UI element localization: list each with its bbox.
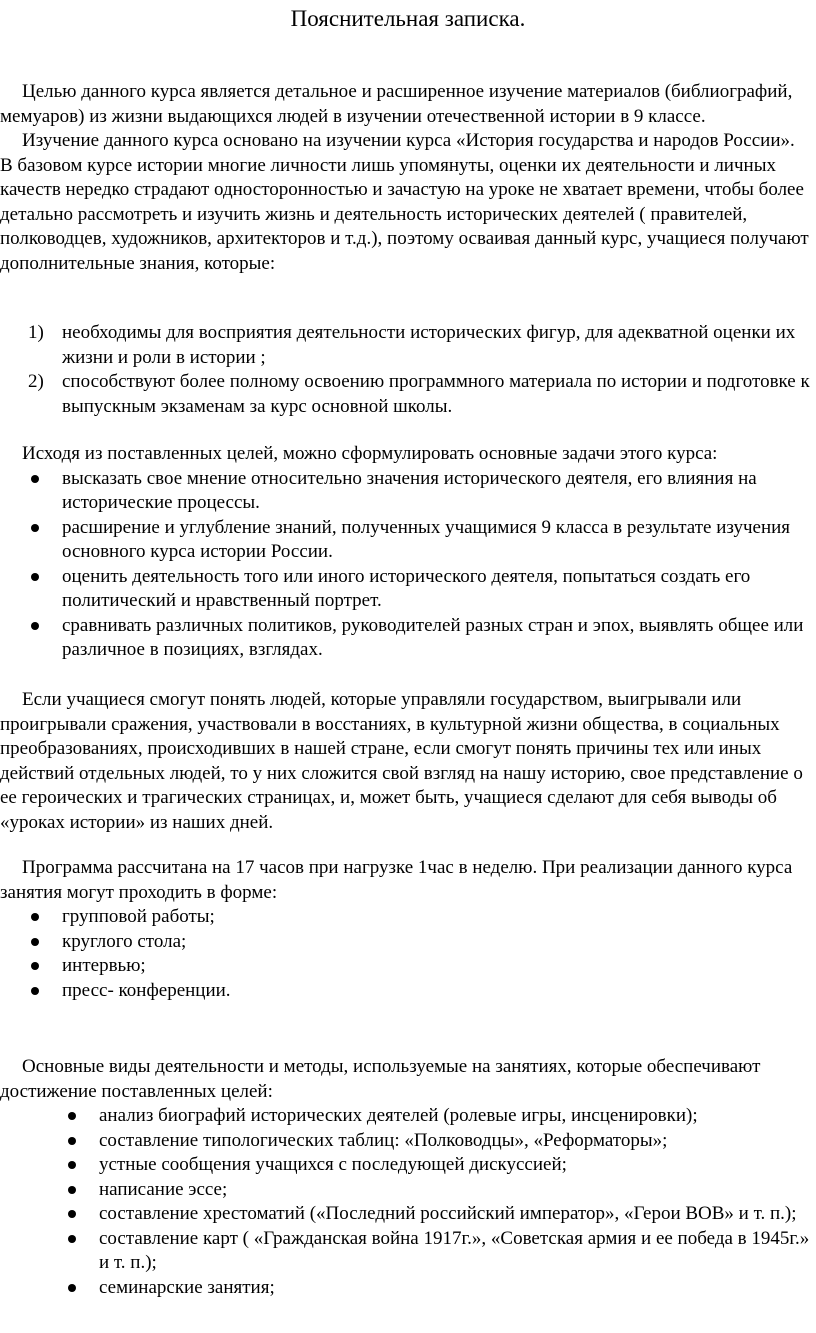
list-item: [0, 1227, 812, 1276]
list-item: [0, 614, 812, 663]
bullet-icon: [68, 1284, 76, 1292]
list-item: [0, 1202, 812, 1227]
paragraph-goal: Целью данного курса является детальное и расширенное изучение материалов (библиографий, мемуаров) из жизни выдающихся людей в изучении отечественной истории в 9 классе.: [0, 81, 793, 127]
paragraph-methods-intro: Основные виды деятельности и методы, используемые на занятиях, которые обеспечивают достижение поставленных целей:: [0, 1056, 761, 1102]
list-item: [0, 1104, 812, 1129]
list-item: [0, 905, 812, 930]
forms-list: [0, 905, 812, 1003]
list-item-text: составление типологических таблиц: «Полководцы», «Реформаторы»;: [99, 1129, 668, 1151]
list-item-text: высказать свое мнение относительно значения исторического деятеля, его влияния на исторические процессы.: [62, 467, 757, 513]
list-item: [0, 1129, 812, 1154]
list-item: [0, 467, 812, 516]
list-item-text: пресс- конференции.: [62, 979, 231, 1001]
list-item-text: составление хрестоматий («Последний российский император», «Герои ВОВ» и т. п.);: [99, 1203, 797, 1224]
list-item: [0, 954, 812, 979]
bullet-icon: [31, 938, 39, 946]
list-item: [0, 565, 812, 614]
intro-section: [0, 80, 812, 276]
bullet-icon: [31, 987, 39, 995]
list-number: 1): [28, 322, 44, 343]
understanding-section: [0, 688, 812, 835]
bullet-icon: [68, 1186, 76, 1194]
bullet-icon: [68, 1161, 76, 1169]
list-item-text: составление карт ( «Гражданская война 1917г.», «Советская армия и ее победа в 1945г.» и т. п.);: [99, 1227, 810, 1273]
methods-section: [0, 1055, 812, 1300]
bullet-icon: [31, 573, 39, 581]
list-item: [0, 930, 812, 955]
list-item-text: оценить деятельность того или иного исторического деятеля, попытаться создать его политический и нравственный портрет.: [62, 565, 751, 611]
bullet-icon: [31, 962, 39, 970]
list-item-text: анализ биографий исторических деятелей (ролевые игры, инсценировки);: [99, 1105, 698, 1126]
bullet-icon: [31, 622, 39, 630]
bullet-icon: [68, 1112, 76, 1120]
paragraph-understanding: Если учащиеся смогут понять людей, которые управляли государством, выигрывали или проигрывали сражения, участвовали в восстаниях, в культурной жизни общества, в социальных преобразованиях, происходивших в нашей стране, если смогут понять причины тех или иных действий отдельных людей, то у них сложится свой взгляд на нашу историю, свое представление о ее героических и трагических страницах, и, может быть, учащиеся сделают для себя выводы об «уроках истории» из наших дней.: [0, 689, 803, 833]
list-item: [0, 1276, 812, 1301]
list-number: 2): [28, 371, 44, 392]
list-item: [0, 516, 812, 565]
tasks-section: [0, 442, 812, 663]
list-item-text: интервью;: [62, 955, 146, 976]
list-item-text: способствуют более полному освоению программного материала по истории и подготовке к выпускным экзаменам за курс основной школы.: [62, 371, 810, 417]
list-item-text: необходимы для восприятия деятельности исторических фигур, для адекватной оценки их жизни и роли в истории ;: [62, 322, 796, 368]
bullet-icon: [68, 1235, 76, 1243]
bullet-icon: [31, 475, 39, 483]
program-section: [0, 856, 812, 1003]
list-item: [0, 1178, 812, 1203]
bullet-icon: [68, 1137, 76, 1145]
list-item-text: групповой работы;: [62, 906, 215, 927]
list-item-text: написание эссе;: [99, 1178, 228, 1200]
list-item: [0, 1153, 812, 1178]
list-item-text: сравнивать различных политиков, руководителей разных стран и эпох, выявлять общее или различное в позициях, взглядах.: [62, 614, 804, 660]
methods-list: [0, 1104, 812, 1300]
list-item-text: круглого стола;: [62, 930, 187, 952]
list-item-text: расширение и углубление знаний, полученных учащимися 9 класса в результате изучения основного курса истории России.: [62, 516, 791, 562]
paragraph-program: Программа рассчитана на 17 часов при нагрузке 1час в неделю. При реализации данного курса занятия могут проходить в форме:: [0, 857, 793, 903]
list-item-text: устные сообщения учащихся с последующей дискуссией;: [99, 1154, 567, 1175]
document-title: Пояснительная записка.: [290, 6, 526, 31]
bullet-icon: [31, 524, 39, 532]
list-item: [0, 979, 812, 1004]
bullet-icon: [68, 1210, 76, 1218]
list-item: [0, 370, 812, 419]
numbered-list-section: [0, 321, 812, 419]
knowledge-list: [0, 321, 812, 419]
bullet-icon: [31, 913, 39, 921]
list-item-text: семинарские занятия;: [99, 1276, 275, 1298]
list-item: [0, 321, 812, 370]
paragraph-tasks-intro: Исходя из поставленных целей, можно сформулировать основные задачи этого курса:: [22, 443, 718, 464]
paragraph-basis: Изучение данного курса основано на изучении курса «История государства и народов России». В базовом курсе истории многие личности лишь упомянуты, оценки их деятельности и личных качеств нередко страдают односторонностью и зачастую на уроке не хватает времени, чтобы более детально рассмотреть и изучить жизнь и деятельность исторических деятелей ( правителей, полководцев, художников, архитекторов и т.д.), поэтому осваивая данный курс, учащиеся получают дополнительные знания, которые:: [0, 130, 809, 274]
tasks-list: [0, 467, 812, 663]
